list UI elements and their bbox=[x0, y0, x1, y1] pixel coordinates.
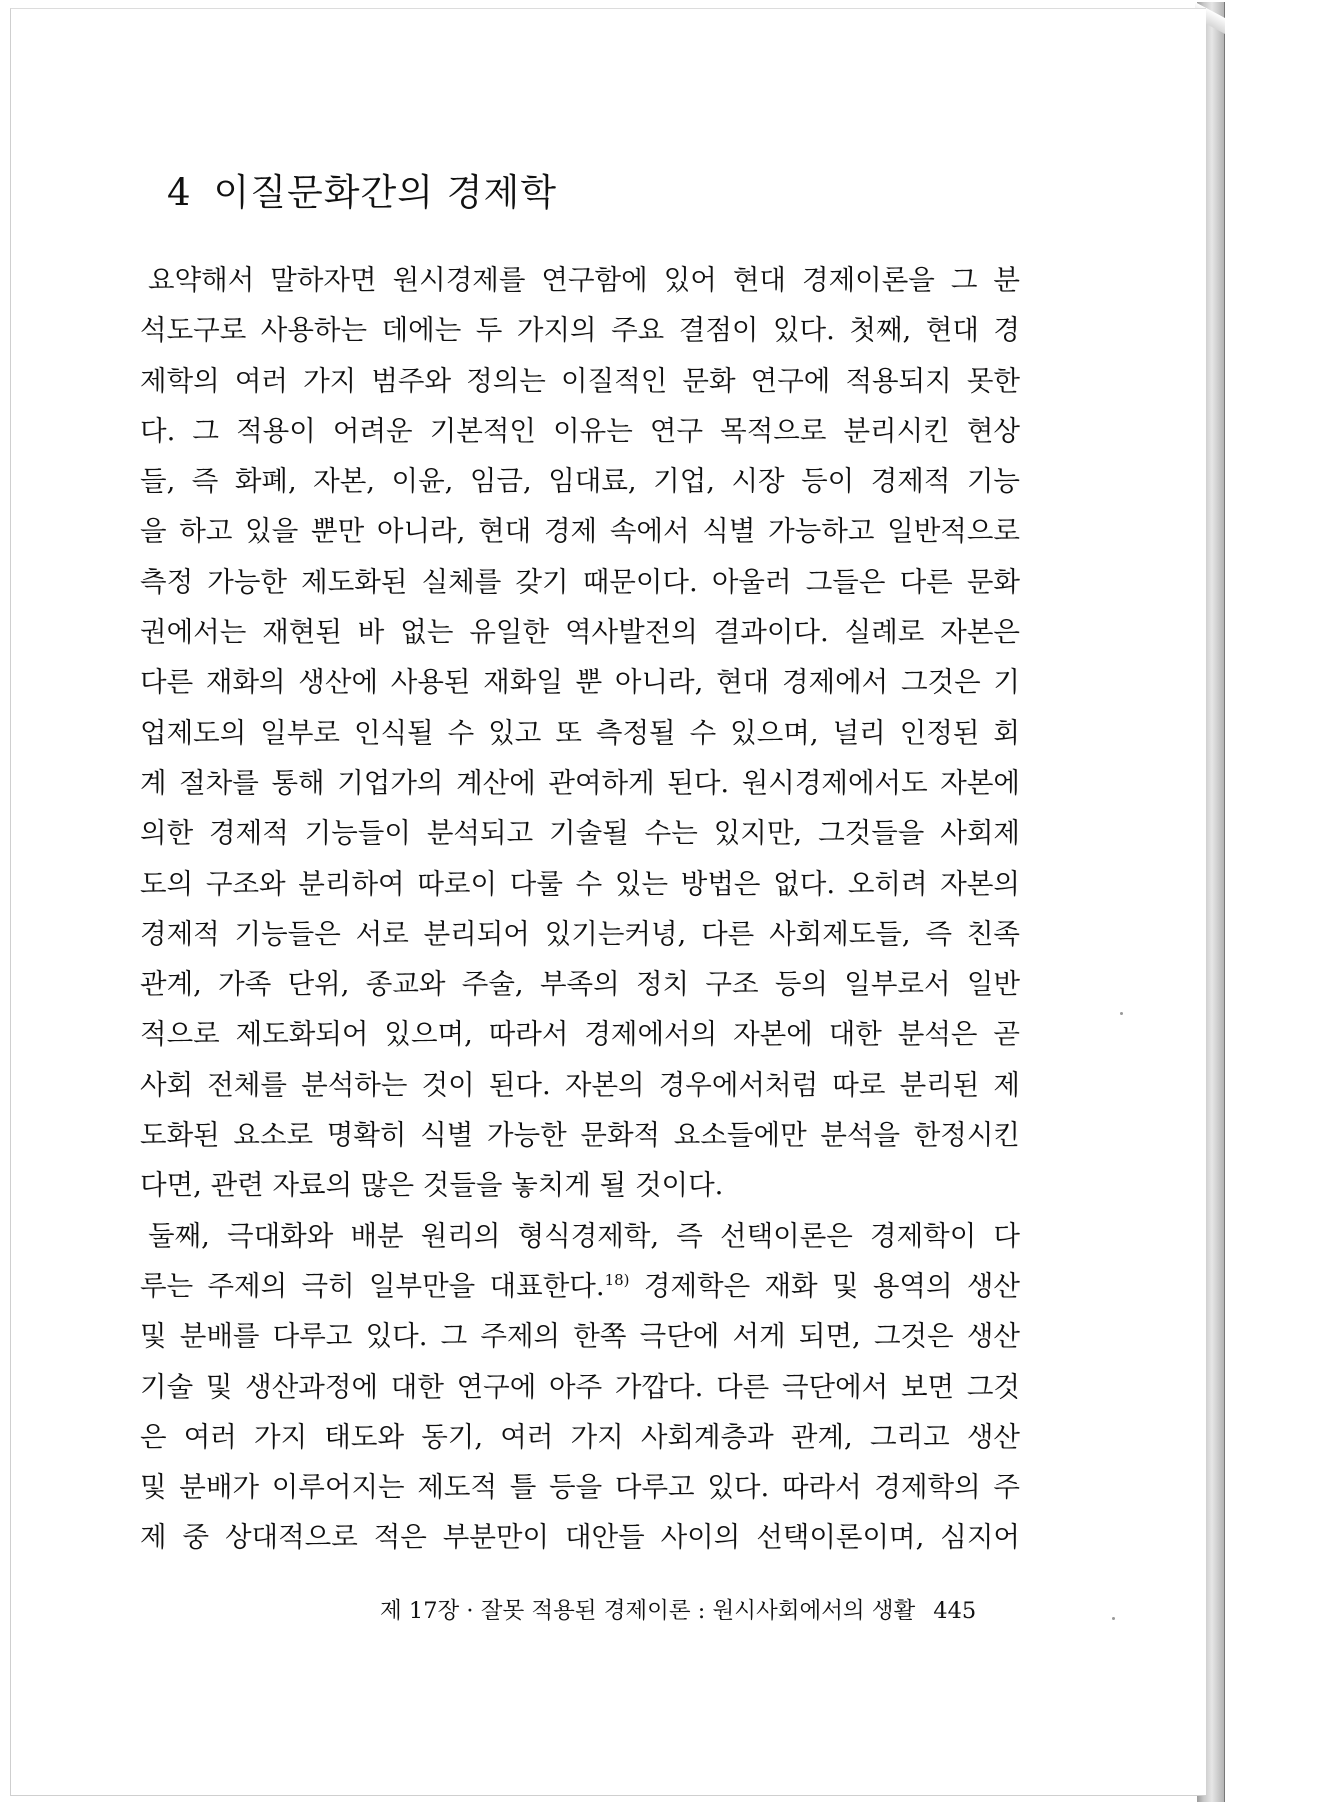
text-fragment: 경제학은 재화 및 용역의 생산 bbox=[643, 1269, 1020, 1302]
body-text bbox=[140, 255, 1020, 1563]
text-line: 제 중 상대적으로 적은 부분만이 대안들 사이의 선택이론이며, 심지어 bbox=[140, 1521, 1020, 1554]
text-line: 및 분배가 이루어지는 제도적 틀 등을 다루고 있다. 따라서 경제학의 주 bbox=[140, 1471, 1020, 1504]
text-line: 다른 재화의 생산에 사용된 재화일 뿐 아니라, 현대 경제에서 그것은 기 bbox=[140, 666, 1020, 699]
text-line: 제학의 여러 가지 범주와 정의는 이질적인 문화 연구에 적용되지 못한 bbox=[140, 364, 1020, 397]
running-footer bbox=[380, 1593, 992, 1625]
text-line: 석도구로 사용하는 데에는 두 가지의 주요 결점이 있다. 첫째, 현대 경 bbox=[140, 314, 1020, 347]
text-line: 은 여러 가지 태도와 동기, 여러 가지 사회계층과 관계, 그리고 생산 bbox=[140, 1420, 1020, 1453]
text-line: 요약해서 말하자면 원시경제를 연구함에 있어 현대 경제이론을 그 분 bbox=[148, 264, 1020, 296]
text-line: 사회 전체를 분석하는 것이 된다. 자본의 경우에서처럼 따로 분리된 제 bbox=[140, 1068, 1020, 1101]
page-number: 445 bbox=[933, 1598, 977, 1624]
section-title: 이질문화간의 경제학 bbox=[213, 171, 557, 214]
section-number: 4 bbox=[167, 171, 192, 214]
text-line: 및 분배를 다루고 있다. 그 주제의 한쪽 극단에 서게 되면, 그것은 생산 bbox=[140, 1320, 1020, 1353]
text-line: 다면, 관련 자료의 많은 것들을 놓치게 될 것이다. bbox=[140, 1169, 724, 1202]
text-line: 도의 구조와 분리하여 따로이 다룰 수 있는 방법은 없다. 오히려 자본의 bbox=[140, 867, 1020, 900]
text-line: 측정 가능한 제도화된 실체를 갖기 때문이다. 아울러 그들은 다른 문화 bbox=[140, 565, 1020, 598]
text-line: 적으로 제도화되어 있으며, 따라서 경제에서의 자본에 대한 분석은 곧 bbox=[140, 1018, 1020, 1051]
text-fragment: 루는 주제의 극히 일부만을 대표한다. bbox=[140, 1269, 605, 1302]
text-line: 권에서는 재현된 바 없는 유일한 역사발전의 결과이다. 실례로 자본은 bbox=[140, 616, 1020, 649]
section-heading bbox=[167, 162, 557, 216]
text-line: 업제도의 일부로 인식될 수 있고 또 측정될 수 있으며, 널리 인정된 회 bbox=[140, 716, 1020, 749]
text-line: 들, 즉 화폐, 자본, 이윤, 임금, 임대료, 기업, 시장 등이 경제적 기능 bbox=[140, 465, 1020, 498]
running-title: 제 17장 · 잘못 적용된 경제이론 : 원시사회에서의 생활 bbox=[380, 1598, 916, 1624]
text-line: 둘째, 극대화와 배분 원리의 형식경제학, 즉 선택이론은 경제학이 다 bbox=[148, 1219, 1020, 1252]
text-line: 경제적 기능들은 서로 분리되어 있기는커녕, 다른 사회제도들, 즉 친족 bbox=[140, 917, 1020, 950]
text-line: 도화된 요소로 명확히 식별 가능한 문화적 요소들에만 분석을 한정시킨 bbox=[140, 1119, 1020, 1152]
scan-speck bbox=[1120, 1012, 1123, 1015]
text-line: 다. 그 적용이 어려운 기본적인 이유는 연구 목적으로 분리시킨 현상 bbox=[140, 414, 1020, 447]
scan-speck bbox=[1112, 1617, 1115, 1620]
text-line: 기술 및 생산과정에 대한 연구에 아주 가깝다. 다른 극단에서 보면 그것 bbox=[140, 1370, 1020, 1403]
text-line: 계 절차를 통해 기업가의 계산에 관여하게 된다. 원시경제에서도 자본에 bbox=[140, 766, 1020, 799]
text-line: 의한 경제적 기능들이 분석되고 기술될 수는 있지만, 그것들을 사회제 bbox=[140, 817, 1020, 850]
text-line-with-footnote bbox=[140, 1261, 1020, 1311]
text-line: 을 하고 있을 뿐만 아니라, 현대 경제 속에서 식별 가능하고 일반적으로 bbox=[140, 515, 1020, 548]
footnote-marker[interactable]: 18) bbox=[604, 1270, 630, 1289]
text-line: 관계, 가족 단위, 종교와 주술, 부족의 정치 구조 등의 일부로서 일반 bbox=[140, 968, 1020, 1001]
